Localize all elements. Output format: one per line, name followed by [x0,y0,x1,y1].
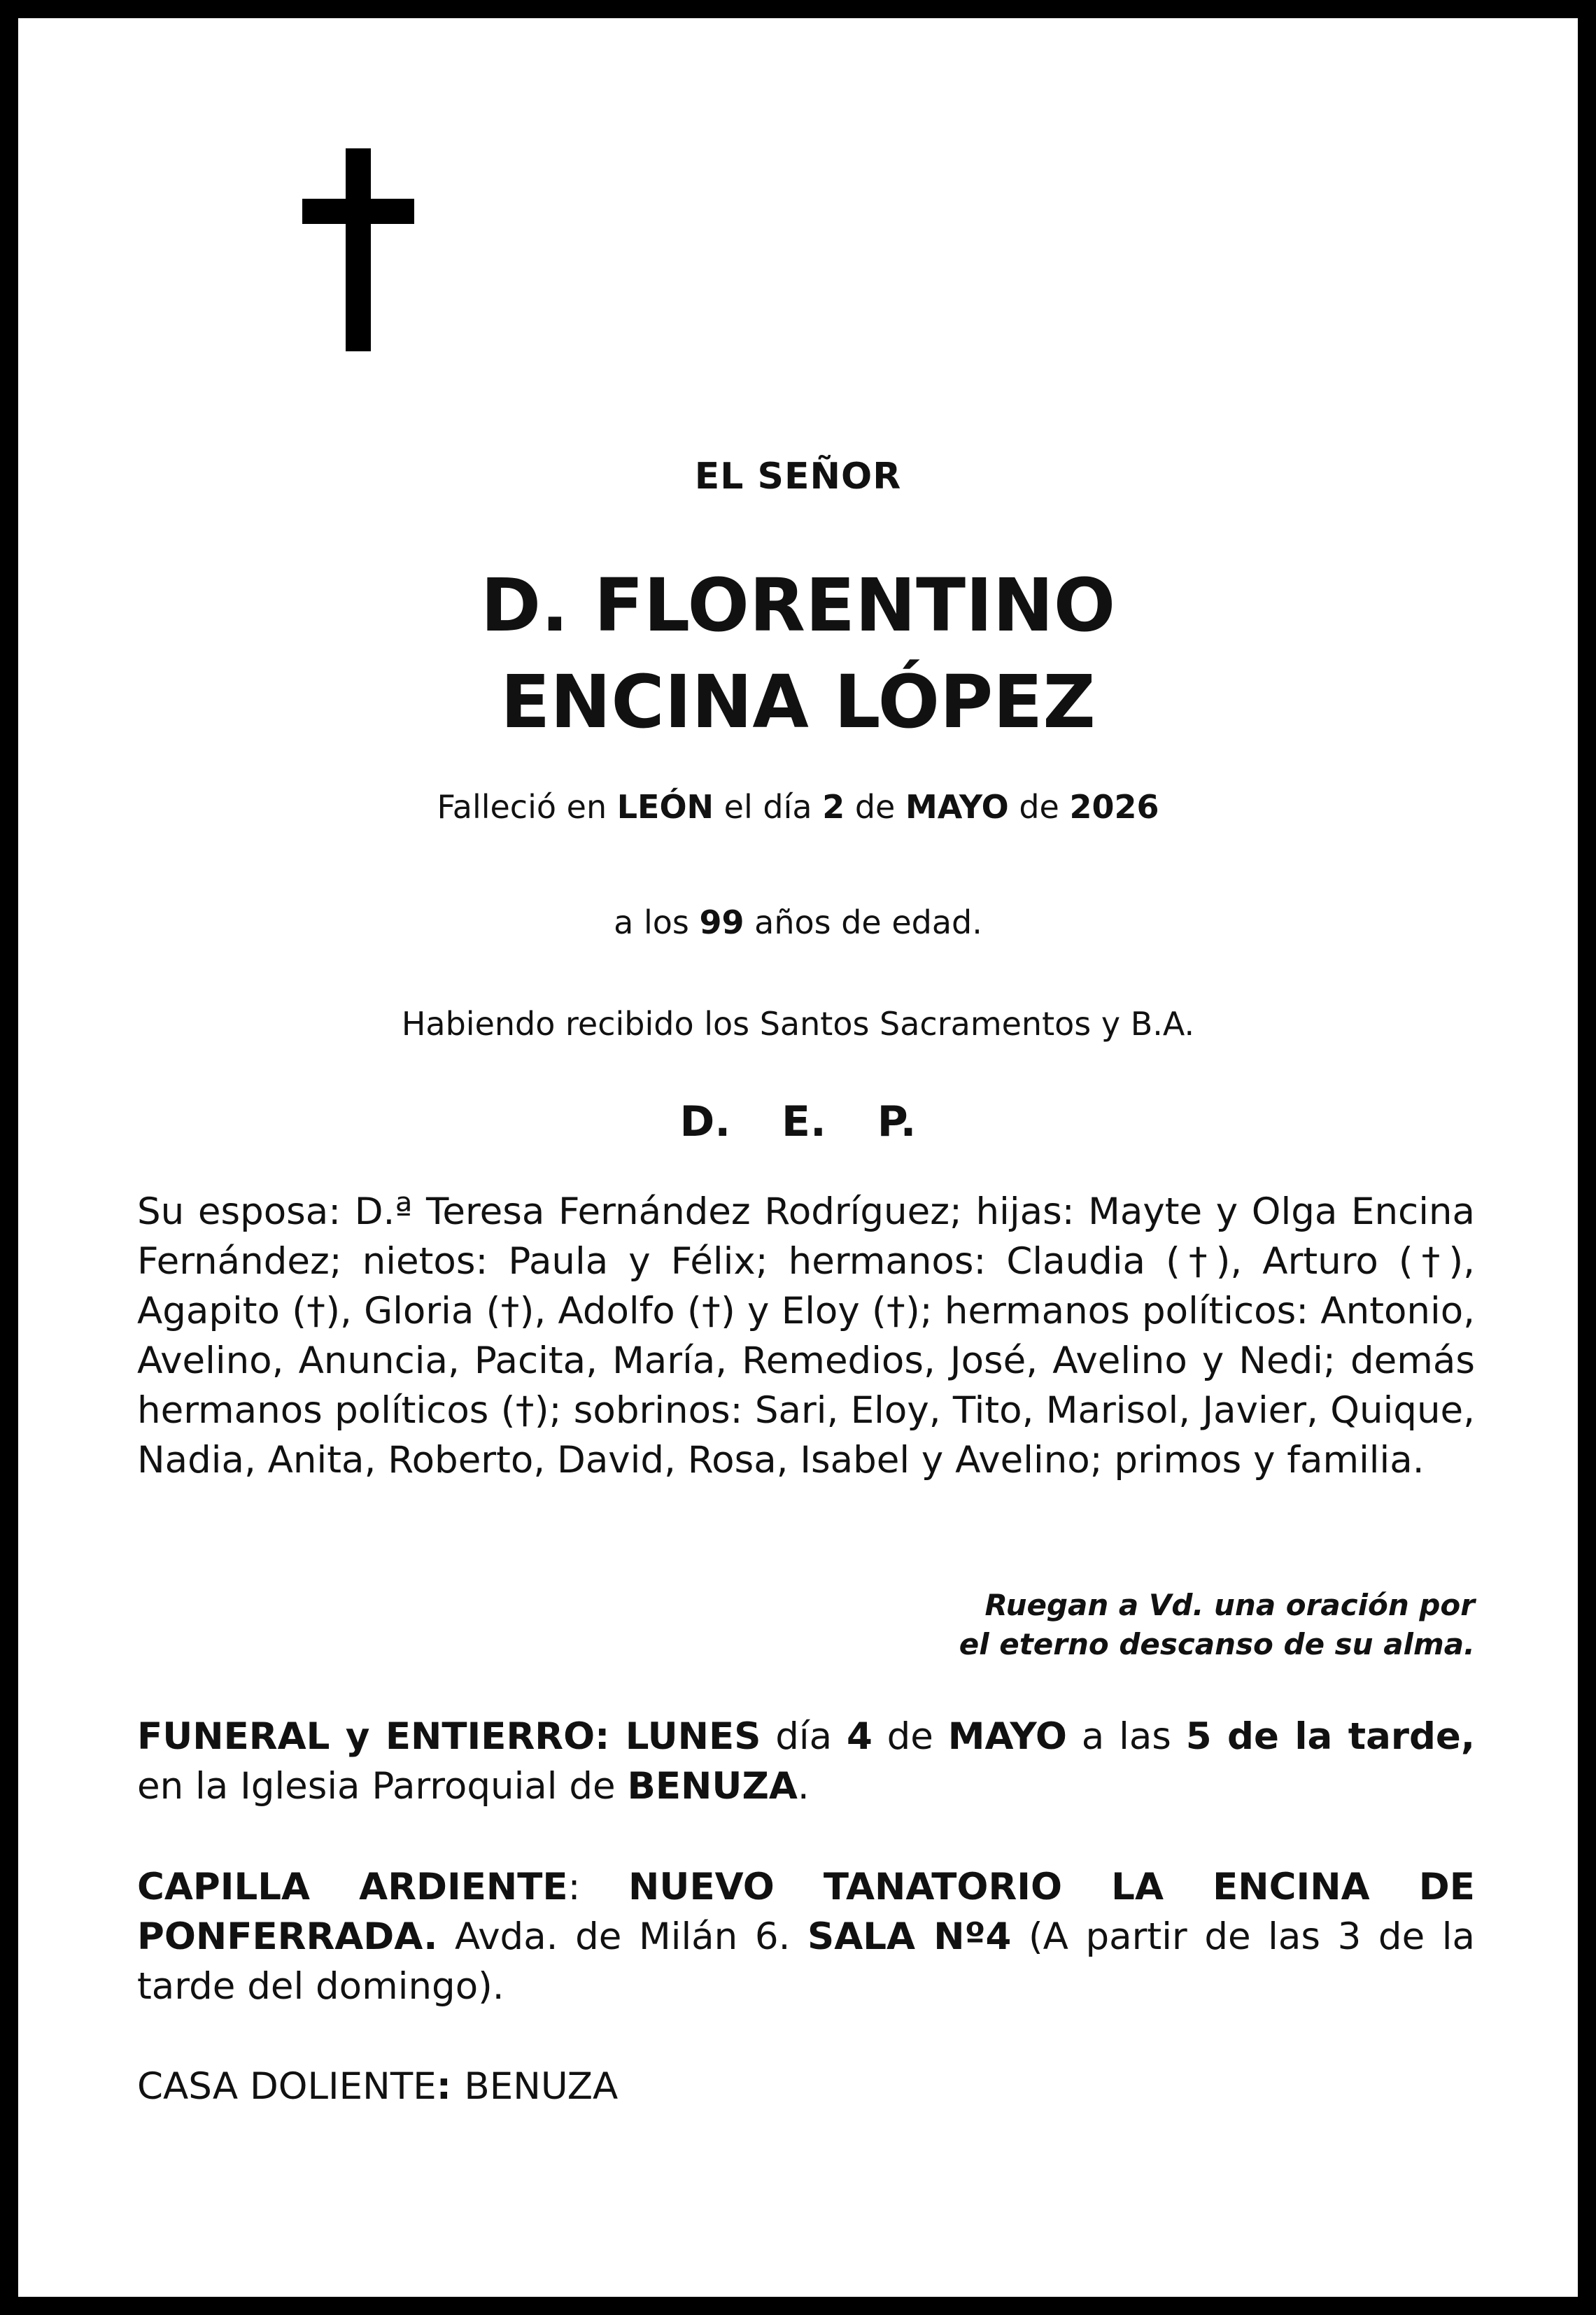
age-value: 99 [699,903,744,941]
death-text: Falleció en [437,788,617,826]
sacraments: Habiendo recibido los Santos Sacramentos y B.A. [401,1005,1195,1043]
funeral-text: día [761,1715,847,1758]
chapel-room: SALA Nº4 [807,1915,1012,1958]
death-month: MAYO [905,788,1009,826]
funeral-text: en la Iglesia Parroquial de [137,1765,628,1808]
house-label: CASA DOLIENTE [137,2065,437,2108]
funeral-time: 5 de la tarde, [1185,1715,1475,1758]
latin-cross-icon [302,148,414,351]
dep: D. E. P. [679,1097,917,1146]
funeral-label: FUNERAL y ENTIERRO: LUNES [137,1715,761,1758]
death-day: 2 [822,788,845,826]
chapel-info [137,1862,1475,2011]
death-text: de [1008,788,1070,826]
funeral-month: MAYO [947,1715,1067,1758]
funeral-info [137,1712,1475,1811]
age-info [18,903,1578,941]
funeral-text: . [797,1765,810,1808]
death-text: el día [714,788,823,826]
obituary-card [18,18,1578,2297]
name-line-1: D. FLORENTINO [480,563,1116,648]
death-text: de [845,788,905,826]
funeral-place: BENUZA [627,1765,798,1808]
family-list: Su esposa: D.ª Teresa Fernández Rodríguez; hijas: Mayte y Olga Encina Fernández; nietos: Paula y Félix; hermanos: Claudia (†), Arturo (†), Agapito (†), Gloria (†), Adolfo (†) y Eloy (†); hermanos políticos: Antonio, Avelino, Anuncia, Pacita, María, Remedios, José, Avelino y Nedi; demás hermanos políticos (†); sobrinos: Sari, Eloy, Tito, Marisol, Javier, Quique, Nadia, Anita, Roberto, David, Rosa, Isabel y Avelino; primos y familia. [137,1190,1475,1482]
chapel-place: NUEVO TANATORIO LA ENCINA DE PONFERRADA. [137,1866,1475,1958]
deceased-name [18,557,1578,750]
prayer-line-1: Ruegan a Vd. una oración por [984,1588,1475,1622]
house-place: BENUZA [464,2065,619,2108]
funeral-text: a las [1066,1715,1186,1758]
mourning-house [137,2062,1475,2111]
house-sep: : [436,2065,465,2108]
chapel-hours: (A partir de las 3 de la tarde del domingo). [137,1915,1475,2008]
death-year: 2026 [1069,788,1159,826]
funeral-day: 4 [846,1715,873,1758]
honorific: EL SEÑOR [694,456,902,498]
age-text: a los [614,903,700,941]
prayer-request [959,1586,1475,1664]
age-text: años de edad. [754,903,982,941]
death-place: LEÓN [616,788,714,826]
chapel-label: CAPILLA ARDIENTE [137,1866,568,1908]
name-line-2: ENCINA LÓPEZ [500,659,1096,745]
funeral-text: de [872,1715,948,1758]
prayer-line-2: el eterno descanso de su alma. [959,1627,1475,1661]
chapel-address: Avda. de Milán 6. [437,1915,808,1958]
death-info [18,788,1578,826]
chapel-sep: : [567,1866,629,1908]
